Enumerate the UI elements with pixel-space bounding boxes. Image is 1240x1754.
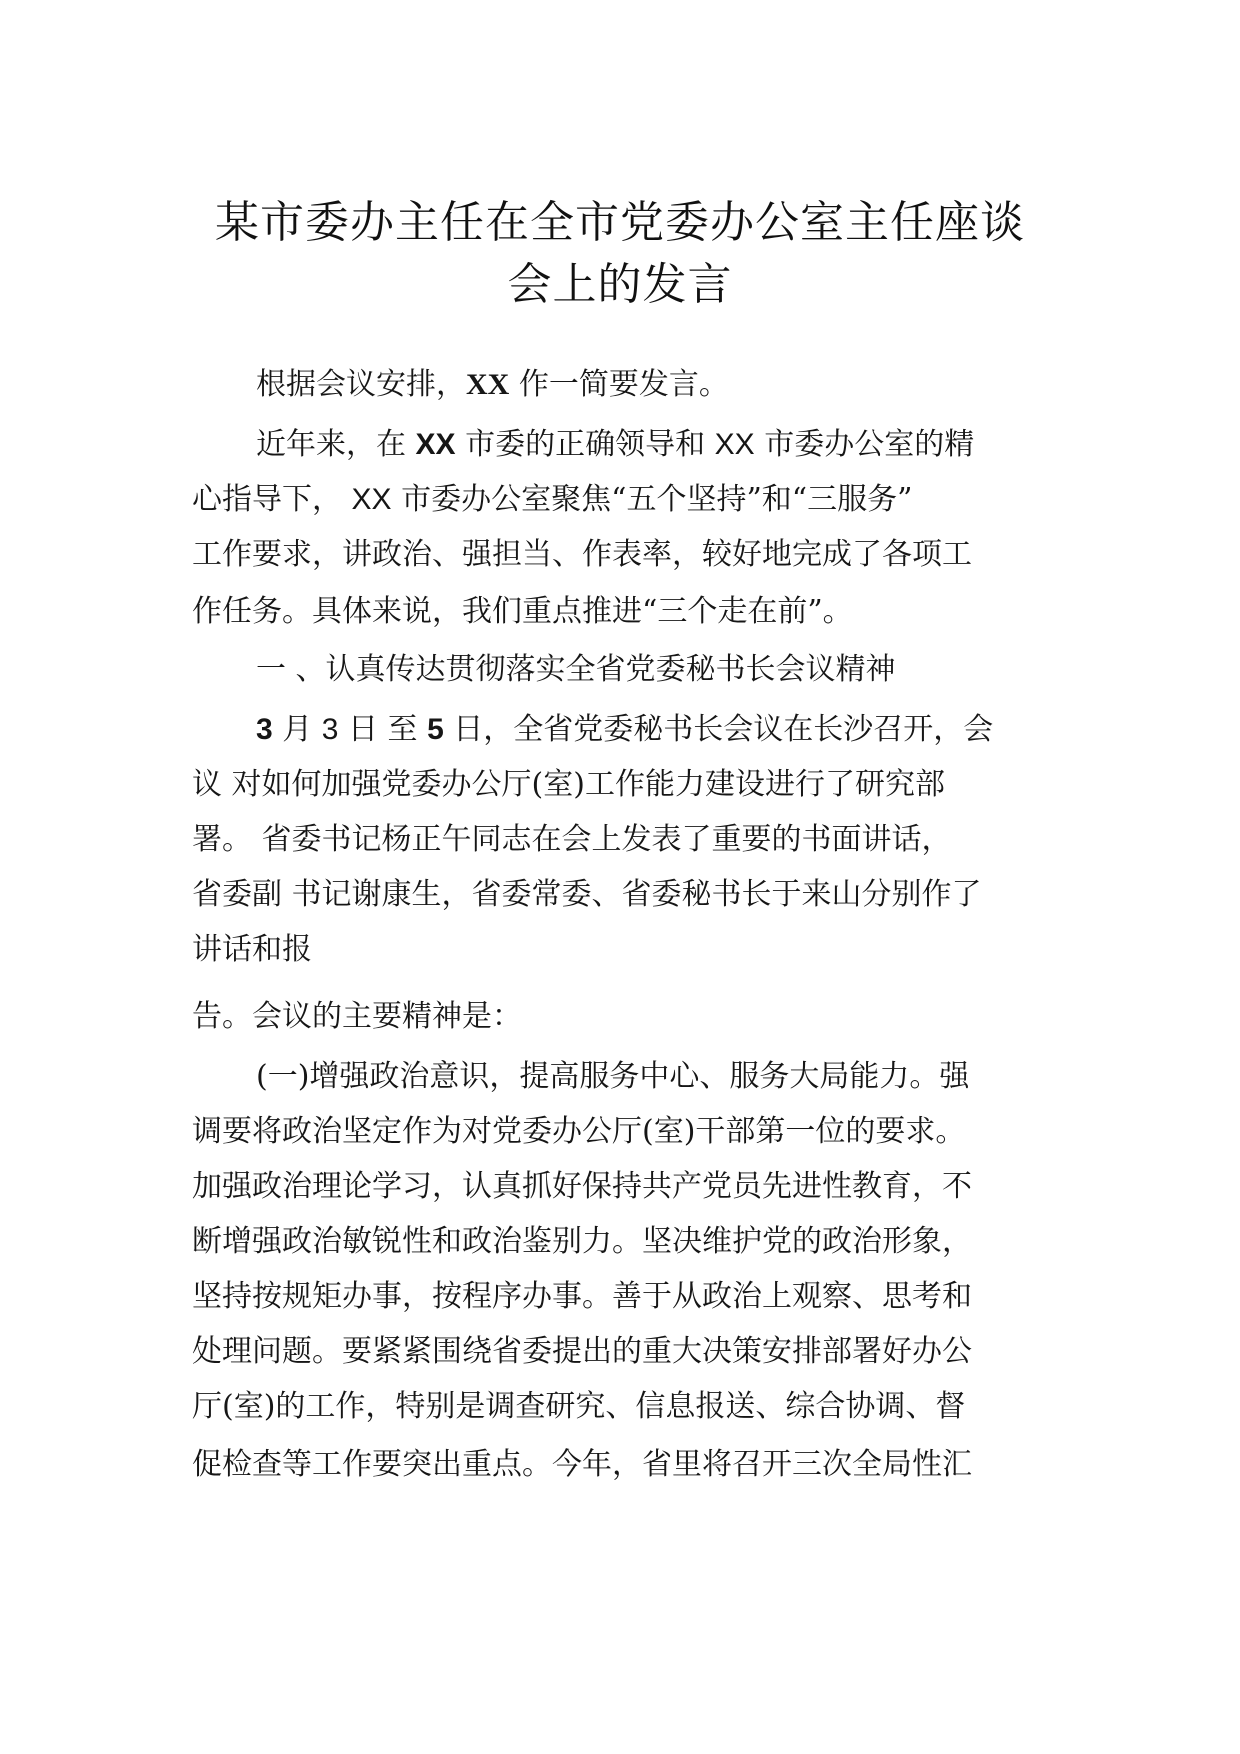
paragraph-line: [192, 480, 1052, 520]
paragraph-line: 断增强政治敏锐性和政治鉴别力。坚决维护党的政治形象，: [192, 1224, 972, 1259]
text-run: 5: [427, 713, 444, 746]
text-run: XX: [466, 368, 510, 401]
text-run: 作一简要发言。: [509, 367, 729, 402]
paragraph-line: 加强政治理论学习，认真抓好保持共产党员先进性教育，不: [192, 1169, 972, 1204]
paragraph-line: 调要将政治坚定作为对党委办公厅(室)干部第一位的要求。: [192, 1114, 966, 1149]
paragraph-line: 处理问题。要紧紧围绕省委提出的重大决策安排部署好办公: [192, 1334, 972, 1369]
paragraph-line: 省委副 书记谢康生，省委常委、省委秘书长于来山分别作了: [192, 877, 982, 912]
text-run: 3: [256, 713, 273, 746]
text-run: 日，全省党委秘书长会议在长沙召开，会: [443, 712, 994, 747]
paragraph-line: 署。 省委书记杨正午同志在会上发表了重要的书面讲话，: [192, 822, 952, 857]
text-run: 市委办公室的精: [754, 427, 975, 462]
text-run: XX: [351, 483, 392, 516]
text-run: 根据会议安排，: [256, 367, 466, 402]
paragraph-line: [256, 425, 1052, 465]
text-run: 心指导下，: [192, 482, 352, 517]
document-title-line-1: 某市委办主任在全市党委办公室主任座谈: [215, 197, 1025, 248]
text-run: XX: [714, 428, 755, 461]
paragraph-line: 讲话和报: [192, 932, 312, 967]
paragraph-line: 促检查等工作要突出重点。今年，省里将召开三次全局性汇: [192, 1447, 972, 1482]
text-run: 月: [272, 712, 322, 747]
paragraph-line: 作任务。具体来说，我们重点推进“三个走在前”。: [192, 594, 853, 629]
paragraph-line: 工作要求，讲政治、强担当、作表率，较好地完成了各项工: [192, 537, 972, 572]
text-run: 市委办公室聚焦“五个坚持”和“三服务”: [391, 482, 913, 517]
text-run: XX: [415, 428, 456, 461]
paragraph-line: [256, 710, 1052, 750]
paragraph-line: 坚持按规矩办事，按程序办事。善于从政治上观察、思考和: [192, 1279, 972, 1314]
paragraph-line: 告。会议的主要精神是：: [192, 999, 522, 1034]
text-run: 日 至: [338, 712, 428, 747]
paragraph-line: (一)增强政治意识，提高服务中心、服务大局能力。强: [256, 1059, 970, 1094]
text-run: 近年来，在: [256, 427, 416, 462]
paragraph-line: 议 对如何加强党委办公厅(室)工作能力建设进行了研究部: [192, 767, 945, 802]
paragraph-line: 厅(室)的工作，特别是调查研究、信息报送、综合协调、督: [192, 1389, 966, 1424]
paragraph-opening: [256, 365, 1052, 405]
text-run: 3: [321, 713, 339, 746]
document-title-line-2: 会上的发言: [507, 259, 733, 310]
section-heading: 一 、认真传达贯彻落实全省党委秘书长会议精神: [256, 652, 896, 687]
text-run: 市委的正确领导和: [455, 427, 715, 462]
